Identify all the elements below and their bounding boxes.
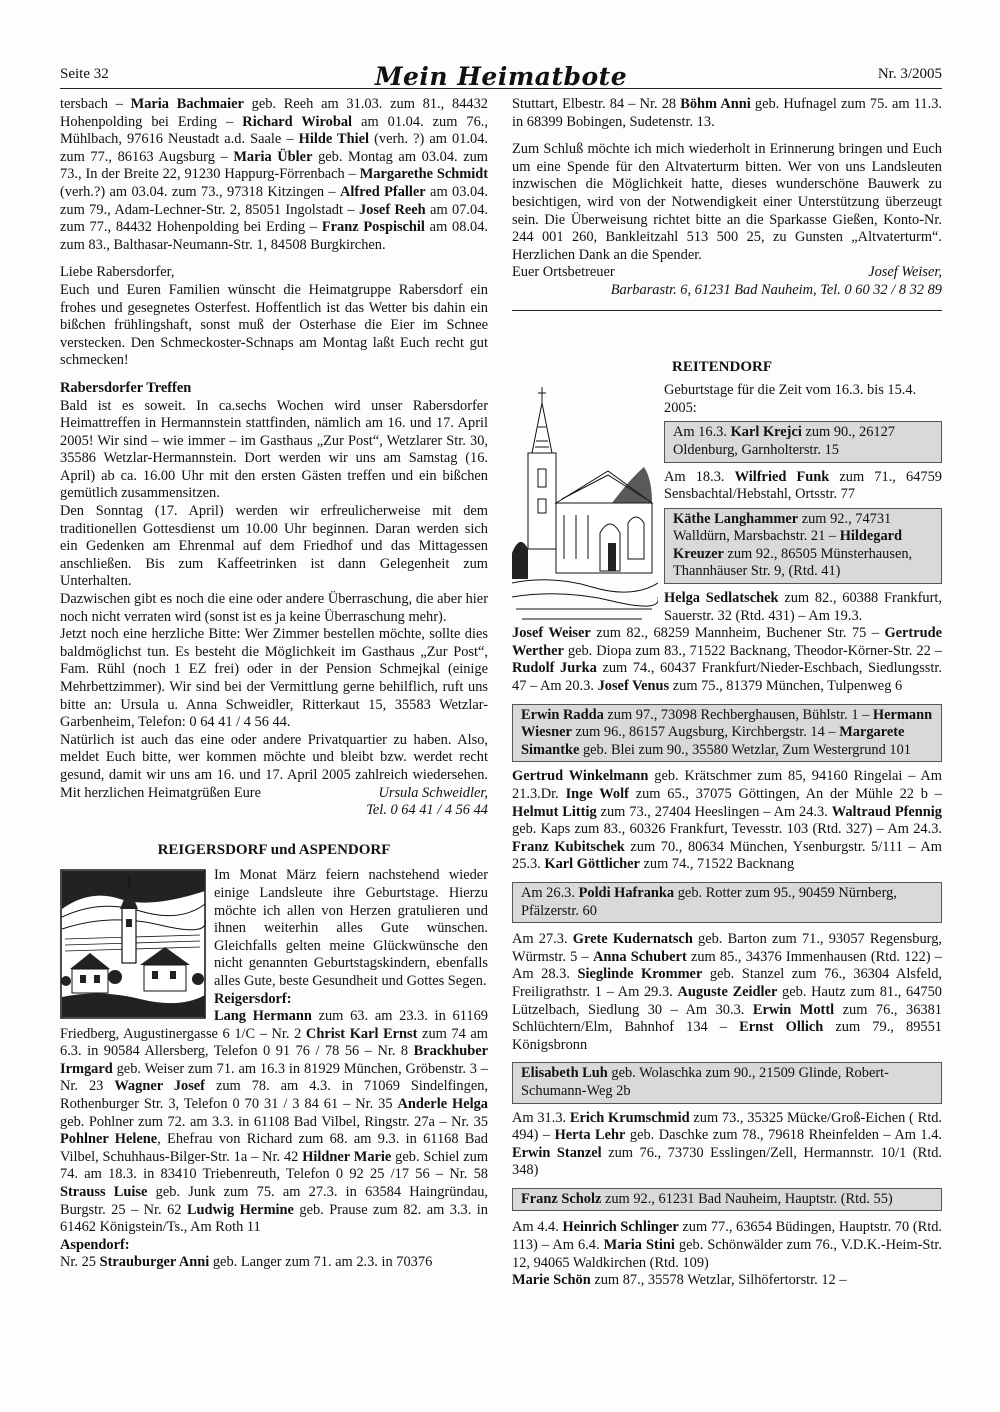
name-bold: Maria Bachmaier [130,96,244,112]
greeting: Liebe Rabersdorfer, [60,264,175,281]
page-number: Seite 32 [60,66,109,83]
name-bold: Pohlner Helene [60,1131,158,1148]
name-bold: Margarethe Schmidt [359,166,489,183]
reigersdorf-list-end: Stuttart, Elbestr. 84 – Nr. 28 Böhm Anni geb. Hufnagel zum 75. am 11.3. in 68399 Bobingen, Sudetenstr. 13. [512,96,942,130]
name-bold: Strauburger Anni [99,1254,210,1271]
reitendorf-intro: Geburtstage für die Zeit vom 16.3. bis 15.4. 2005: [664,382,917,416]
header-rule [60,88,942,89]
name-bold: Rudolf Jurka [512,660,597,677]
name-bold: Inge Wolf [565,786,629,802]
name-bold: Josef Reeh [358,201,426,218]
issue-number: Nr. 3/2005 [877,66,942,83]
section-rule [512,310,942,311]
entry-schoen: Marie Schön zum 87., 35578 Wetzlar, Silhöfertorstr. 12 – [512,1272,847,1289]
name-bold: Erwin Radda [521,706,604,723]
aspendorf-subheading: Aspendorf: [60,1236,130,1253]
highlight-box-hafranka: Am 26.3. Poldi Hafranka geb. Rotter zum 95., 90459 Nürnberg, Pfälzerstr. 60 [512,882,942,923]
name-bold: Erwin Mottl [752,1001,835,1018]
entry-sedlatschek: Helga Sedlatschek zum 82., 60388 Frankfurt, Sauerstr. 32 (Rtd. 431) – Am 19.3. [664,590,942,624]
easter-wishes: Euch und Euren Familien wünscht die Heimatgruppe Rabersdorf ein frohes und gesegnetes Osterfest. Hoffentlich ist das Wetter bis dahin ein bißchen frühlingshaft, sonst muß der Osterhase die Eier im Schnee verstecken. Den Schmeckoster-Schnaps am Montag laßt Euch recht gut schmecken! [60,281,488,369]
name-bold: Josef Weiser [512,625,591,642]
name-bold: Josef Venus [597,678,670,695]
name-bold: Waltraud Pfennig [831,803,942,820]
highlight-box-langhammer: Käthe Langhammer zum 92., 74731 Walldürn, Marsbachstr. 21 – Hildegard Kreuzer zum 92., 86505 Münsterhausen, Thannhäuser Str. 9, (Rtd. 41) [664,508,942,584]
name-bold: Brackhuber Irmgard [60,1043,488,1077]
name-bold: Maria Übler [233,148,313,165]
name-bold: Strauss Luise [60,1184,148,1201]
name-bold: Helga Sedlatschek [664,590,779,607]
name-bold: Ernst Ollich [739,1019,824,1036]
section-title-reigersdorf: REIGERSDORF und ASPENDORF [157,841,391,858]
name-bold: Karl Göttlicher [544,856,640,873]
name-bold: Helmut Littig [512,803,597,820]
entry-kudernatsch-list: Am 27.3. Grete Kudernatsch geb. Barton zum 71., 93057 Regensburg, Würmstr. 5 – Anna Schubert zum 85., 34376 Immenhausen (Rtd. 122) – Am 28.3. Sieglinde Krommer geb. Stanzel zum 76., 36304 Alsfeld, Freiligrathstr. 1 – Am 29.3. Auguste Zeidler geb. Hautz zum 81., 64750 Lützelbach, Siedlung 30 – Am 30.3. Erwin Mottl zum 76., 36381 Schlüchtern/Elm, Bahnhof 134 – Ernst Ollich zum 79., 89551 Königsbronn [512,931,942,1053]
masthead: Mein Heimatbote [374,62,628,92]
entry-schlinger-list: Am 4.4. Heinrich Schlinger zum 77., 63654 Büdingen, Hauptstr. 70 (Rtd. 113) – Am 6.4. Maria Stini geb. Schönwälder zum 76., V.D.K.-Heim-Str. 12, 94065 Waldkirchen (Rtd. 109) [512,1219,943,1271]
name-bold: Sieglinde Krommer [577,966,703,983]
reigersdorf-subheading: Reigersdorf: [214,990,292,1007]
highlight-box-radda: Erwin Radda zum 97., 73098 Rechberghausen, Bühlstr. 1 – Hermann Wiesner zum 96., 86157 Augsburg, Kirchbergstr. 14 – Margarete Simantke geb. Blei zum 90., 35580 Wetzlar, Zum Westergrund 101 [512,704,942,763]
treffen-heading: Rabersdorfer Treffen [60,379,192,396]
name-bold: Elisabeth Luh [521,1065,608,1082]
treffen-paragraph-1: Bald ist es soweit. In ca.sechs Wochen wird unser Rabersdorfer Heimattreffen in Hermannstein stattfinden, nämlich am 16. und 17. April 2005! Wir sind – wie immer – im Gasthaus „Zur Post“, Wetzlarer Str. 30, 35586 Wetzlar-Hermannstein. Dort werden wir uns am Samstag (16. April) ab ca. 16.00 Uhr mit den ersten Gästen treffen und ein bißchen gemütlich zusammensitzen. [60,397,488,502]
left-column [60,96,488,1272]
signature-name: Ursula Schweidler, [378,784,488,801]
entry-winkelmann-list: Gertrud Winkelmann geb. Krätschmer zum 85, 94160 Ringelai – Am 21.3.Dr. Inge Wolf zum 65., 37075 Göttingen, An der Mühle 22 b – Helmut Littig zum 73., 27404 Heeslingen – Am 24.3. Waltraud Pfennig geb. Kaps zum 83., 60326 Frankfurt, Tevesstr. 103 (Rtd. 327) – Am 24.3. Franz Kubitschek zum 70., 80634 München, Ysenburgstr. 5/111 – Am 25.3. Karl Göttlicher zum 74., 71522 Backnang [512,768,942,873]
name-bold: Margarete Simantke [521,724,905,758]
name-bold: Richard Wirobal [242,113,353,130]
name-bold: Christ Karl Ernst [305,1025,418,1042]
highlight-box-krejci: Am 16.3. Karl Krejci zum 90., 26127 Oldenburg, Garnholterstr. 15 [664,421,942,462]
name-bold: Auguste Zeidler [677,983,778,1000]
name-bold: Gertrude Werther [512,625,942,659]
signature-line: Euer Ortsbetreuer Josef Weiser, [512,264,942,281]
signature-name-right: Josef Weiser, [868,264,942,281]
name-bold: Böhm Anni [680,96,751,112]
village-woodcut-image [60,869,206,1019]
highlight-box-scholz: Franz Scholz zum 92., 61231 Bad Nauheim, Hauptstr. (Rtd. 55) [512,1188,942,1212]
name-bold: Heinrich Schlinger [562,1219,679,1236]
name-bold: Erwin Stanzel [512,1144,602,1161]
name-bold: Hermann Wiesner [521,706,933,741]
reigersdorf-intro: Im Monat März feiern nachstehend wieder einige Landsleute ihre Geburtstage. Hierzu möchte ich allen von Herzen gratulieren und ihnen weiterhin alles Gute wünschen. Gleichfalls gelten meine Glückwünsche den nicht genannten Geburtstagskindern, ebenfalls alles Gute, beste Gesundheit und Gottes Segen. [214,867,488,989]
reigersdorf-birthday-list: Lang Hermann zum 63. am 23.3. in 61169 Friedberg, Augustinergasse 6 1/C – Nr. 2 Christ Karl Ernst zum 74 am 6.3. in 90584 Allersberg, Telefon 0 91 76 / 78 56 – Nr. 8 Brackhuber Irmgard geb. Weiser zum 71. am 16.3 in 81929 München, Gröbenstr. 3 – Nr. 23 Wagner Josef zum 78. am 4.3. in 71069 Sindelfingen, Rothenburger Str. 3, Telefon 0 70 31 / 3 84 61 – Nr. 35 Anderle Helga geb. Pohlner zum 72. am 3.3. in 61108 Bad Vilbel, Ringstr. 27a – Nr. 35 Pohlner Helene, Ehefrau von Richard zum 68. am 9.3. in 61168 Bad Vilbel, Schuhhaus-Bilger-Str. 1a – Nr. 42 Hildner Marie geb. Schiel zum 74. am 18.3. in 83410 Triebenreuth, Telefon 0 92 25 /17 56 – Nr. 58 Strauss Luise geb. Junk zum 75. am 27.3. in 63584 Haingründau, Burgstr. 25 – Nr. 62 Ludwig Hermine geb. Prause zum 82. am 3.3. in 61462 Königstein/Ts., Am Roth 11 [60,1008,489,1236]
name-bold: Franz Scholz [521,1190,602,1207]
name-bold: Gertrud Winkelmann [512,768,649,785]
name-bold: Karl Krejci [730,424,802,441]
treffen-paragraph-3: Dazwischen gibt es noch die eine oder andere Überraschung, die aber hier noch nicht verraten wird (sonst ist es ja keine Überraschung mehr). [60,591,488,625]
name-bold: Lang Hermann [214,1008,312,1025]
name-bold: Hildegard Kreuzer [673,528,903,562]
page-header [60,58,942,92]
entry-weiser-list: Josef Weiser zum 82., 68259 Mannheim, Buchener Str. 75 – Gertrude Werther geb. Diopa zum 83., 71522 Backnang, Theodor-Körner-Str. 22 – Rudolf Jurka zum 74., 60437 Frankfurt/Nieder-Eschbach, Siedlungsstr. 47 – Am 20.3. Josef Venus zum 75., 81379 München, Tulpenweg 6 [512,625,942,695]
altvaterturm-appeal: Zum Schluß möchte ich mich wiederholt in Erinnerung bringen und Euch um eine Spende für den Altvaterturm bitten. Wer von uns Landsleuten inzwischen die Möglichkeit hatte, dieses wunderschöne Bauwerk zu besichtigen, wird von der Notwendigkeit einer Unterstützung überzeugt sein. Die Überweisung richtet bitte an die Sparkasse Gießen, Konto-Nr. 244 001 260, Bankleitzahl 513 500 25, zu Gunsten „Altvaterturm“. Herzlichen Dank an die Spender. [512,141,942,263]
name-bold: Herta Lehr [554,1127,626,1144]
treffen-paragraph-5: Natürlich ist auch das eine oder andere Privatquartier zu haben. Also, meldet Euch bitte, wer kommen möchte und bleibt bzw. werdet recht gesund, damit wir uns am 16. und 17. April 2005 zahlreich wiedersehen. Mit herzlichen Heimatgrüßen Eure Ursula Schweidler, [60,731,488,801]
church-drawing-image [512,383,658,625]
name-bold: Alfred Pfaller [340,183,426,200]
name-bold: Marie Schön [512,1272,591,1289]
treffen-paragraph-2: Den Sonntag (17. April) werden wir erfreulicherweise mit dem traditionellen Gottesdienst um 10.00 Uhr beginnen. Daran werden sich ein Gedenken am Ehrenmal auf dem Friedhof und das Mittagessen anschließen. Bis zum Kaffeetrinken ist dann Gelegenheit zum Unterhalten. [60,503,488,590]
name-bold: Wagner Josef [114,1078,205,1095]
name-bold: Anderle Helga [397,1096,488,1113]
name-bold: Hilde Thiel [298,131,370,148]
name-bold: Erich Krumschmid [569,1109,690,1126]
section-title-reitendorf: REITENDORF [672,358,773,375]
aspendorf-birthday-list: Nr. 25 Strauburger Anni geb. Langer zum 71. am 2.3. in 70376 [60,1254,433,1271]
name-bold: Käthe Langhammer [673,510,799,527]
name-bold: Hildner Marie [302,1148,392,1165]
name-bold: Poldi Hafranka [578,884,675,901]
name-bold: Franz Kubitschek [512,838,625,855]
entry-funk: Am 18.3. Wilfried Funk zum 71., 64759 Sensbachtal/Hebstahl, Ortsstr. 77 [664,468,942,503]
right-column [512,96,942,1290]
highlight-box-luh: Elisabeth Luh geb. Wolaschka zum 90., 21509 Glinde, Robert-Schumann-Weg 2b [512,1062,942,1103]
name-bold: Maria Stini [603,1237,675,1254]
name-bold: Ludwig Hermine [186,1201,294,1218]
entry-krumschmid-list: Am 31.3. Erich Krumschmid zum 73., 35325 Mücke/Groß-Eichen ( Rtd. 494) – Herta Lehr geb. Daschke zum 78., 79618 Rheinfelden – Am 1.4. Erwin Stanzel zum 76., 73730 Esslingen/Zell, Hermannstr. 10/1 (Rtd. 348) [512,1109,942,1179]
treffen-paragraph-4: Jetzt noch eine herzliche Bitte: Wer Zimmer bestellen möchte, sollte dies baldmöglichst tun. Es besteht die Möglichkeit im Gasthaus „Zur Post“, Fam. Rühl (noch 1 EZ frei) oder in der Pension Schmejkal (einige Mehrbettzimmer). Wir sind bei der Vermittlung gerne behilflich, ruft uns bitte an: Ursula u. Anna Schweidler, Ritterkaut 15, 35583 Wetzlar-Garbenheim, Telefon: 0 64 41 / 4 56 44. [60,626,488,731]
signature-tel: Tel. 0 64 41 / 4 56 44 [366,802,488,819]
birthday-list-continued: tersbach – Maria Bachmaier geb. Reeh am 31.03. zum 81., 84432 Hohenpolding bei Erding – Richard Wirobal am 01.04. zum 76., Mühlbach, 97616 Neustadt a.d. Saale – Hilde Thiel (verh. ?) am 01.04. zum 77., 86163 Augsburg – Maria Übler geb. Montag am 03.04. zum 73., In der Breite 22, 91230 Happurg-Förrenbach – Margarethe Schmidt (verh.?) am 03.04. zum 73., 97318 Kitzingen – Alfred Pfaller am 03.04. zum 79., Adam-Lechner-Str. 2, 85051 Ingolstadt – Josef Reeh am 07.04. zum 77., 84432 Hohenpolding bei Erding – Franz Pospischil am 08.04. zum 83., Balthasar-Neumann-Str. 1, 84508 Burgkirchen. [60,96,489,253]
name-bold: Grete Kudernatsch [572,931,693,948]
name-bold: Franz Pospischil [321,219,425,236]
name-bold: Wilfried Funk [734,468,830,485]
name-bold: Anna Schubert [592,948,687,965]
signature-address: Barbarastr. 6, 61231 Bad Nauheim, Tel. 0 60 32 / 8 32 89 [610,281,942,298]
